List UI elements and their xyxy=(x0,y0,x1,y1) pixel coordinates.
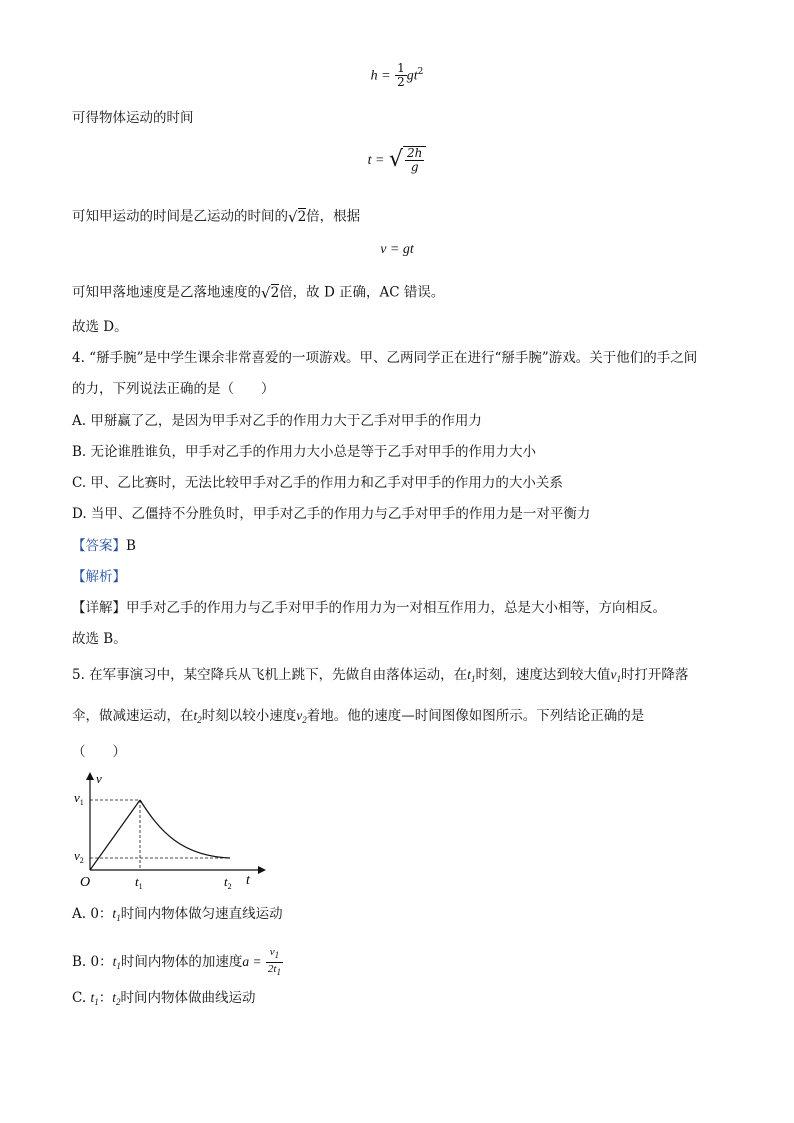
q5-option-a: A. 0：$t_1$时间内物体做匀速直线运动 xyxy=(72,906,283,923)
t2-symbol: $t_2$ xyxy=(193,708,202,725)
detail-tag: 【详解】 xyxy=(72,600,126,616)
y-axis-label: v xyxy=(96,771,102,786)
q4-stem-line2: 的力，下列说法正确的是（ ） xyxy=(72,381,275,397)
t1-symbol: $t_1$ xyxy=(467,667,476,684)
q4-detail xyxy=(72,598,666,618)
q5-stem-c: 时打开降落 xyxy=(620,667,689,683)
formula-v: v = gt xyxy=(380,242,414,257)
t2-label: $t_2$ xyxy=(224,874,232,891)
q5-stem-a: 5. 在军事演习中，某空降兵从飞机上跳下，先做自由落体运动，在 xyxy=(72,667,468,683)
formula-h-den: 2 xyxy=(397,75,405,89)
origin-label: O xyxy=(80,875,91,890)
q4-option-d: D. 当甲、乙僵持不分胜负时，甲手对乙手的作用力与乙手对甲手的作用力是一对平衡力 xyxy=(72,506,591,522)
q5-stem2-b: 时刻以较小速度 xyxy=(201,708,297,724)
formula-h xyxy=(0,62,794,89)
free-fall-line xyxy=(90,800,140,870)
text-time: 可得物体运动的时间 xyxy=(72,110,194,126)
text-ratio-rad: 2 xyxy=(297,208,307,225)
q5-stem-line1 xyxy=(72,665,688,689)
text-speed-rad: 2 xyxy=(270,284,280,301)
text-ratio xyxy=(72,206,360,228)
v2-label: $v_2$ xyxy=(74,848,84,865)
x-axis-arrow xyxy=(258,866,266,874)
formula-t xyxy=(0,146,794,174)
q4-answer xyxy=(72,536,136,556)
formula-t-radicand xyxy=(403,146,426,174)
t1-label: $t_1$ xyxy=(135,874,143,891)
sqrt-symbol: √ xyxy=(388,147,403,172)
v1-label: $v_1$ xyxy=(74,790,84,807)
vt-graph xyxy=(72,770,272,895)
formula-t-rad-num: 2h xyxy=(406,146,423,160)
q4-stem-line1: 4. “掰手腕”是中学生课余非常喜爱的一项游戏。甲、乙两同学正在进行“掰手腕”游戏。关于他们的手之间 xyxy=(72,350,698,366)
formula-h-num: 1 xyxy=(397,61,405,75)
x-axis-label: t xyxy=(246,873,250,888)
q5-option-b: B. 0：$t_1$时间内物体的加速度a = $\frac{v_1}{2t_1}$ xyxy=(72,946,281,977)
text-choose-d: 故选 D。 xyxy=(72,319,128,335)
v1-symbol: $v_1$ xyxy=(610,667,621,684)
text-ratio-post: 倍，根据 xyxy=(306,208,361,225)
sqrt-symbol: √ xyxy=(261,284,271,302)
v2-symbol: $v_2$ xyxy=(296,708,307,725)
text-speed-pre: 可知甲落地速度是乙落地速度的 xyxy=(72,284,261,301)
detail-text: 甲手对乙手的作用力与乙手对甲手的作用力为一对相互作用力，总是大小相等，方向相反。 xyxy=(126,600,666,616)
formula-h-rhs: gt xyxy=(406,68,418,84)
answer-value: B xyxy=(126,538,136,554)
y-axis-arrow xyxy=(86,772,94,780)
formula-t-sqrt xyxy=(389,146,426,174)
formula-h-sup: 2 xyxy=(417,66,424,77)
q5-stem-line2 xyxy=(72,706,644,730)
formula-h-lhs: h = xyxy=(370,68,391,84)
q5-stem2-c: 着地。他的速度—时间图像如图所示。下列结论正确的是 xyxy=(306,708,645,724)
text-speed xyxy=(72,282,444,304)
q5-stem2-a: 伞，做减速运动，在 xyxy=(72,708,194,724)
q5-stem-line3: （ ） xyxy=(72,744,126,760)
answer-tag: 【答案】 xyxy=(72,538,126,554)
q4-option-c: C. 甲、乙比赛时，无法比较甲手对乙手的作用力和乙手对甲手的作用力的大小关系 xyxy=(72,475,563,491)
formula-t-rad-den: g xyxy=(410,160,419,174)
q4-choose: 故选 B。 xyxy=(72,631,127,647)
text-ratio-pre: 可知甲运动的时间是乙运动的时间的 xyxy=(72,208,288,225)
q5-stem-b: 时刻，速度达到较大值 xyxy=(475,667,611,683)
q5-option-c: C. $t_1$：$t_2$时间内物体做曲线运动 xyxy=(72,990,256,1007)
formula-t-lhs: t = xyxy=(367,153,385,168)
q4-option-a: A. 甲掰赢了乙，是因为甲手对乙手的作用力大于乙手对甲手的作用力 xyxy=(72,413,482,429)
analysis-tag: 【解析】 xyxy=(72,569,126,585)
accel-fraction: $\frac{v_1}{2t_1}$ xyxy=(267,946,281,977)
q4-option-b: B. 无论谁胜谁负，甲手对乙手的作用力大小总是等于乙手对甲手的作用力大小 xyxy=(72,444,537,460)
sqrt-symbol: √ xyxy=(288,208,298,226)
text-speed-post: 倍，故 D 正确，AC 错误。 xyxy=(279,284,445,301)
formula-h-frac xyxy=(395,62,407,89)
deceleration-curve xyxy=(140,800,230,858)
